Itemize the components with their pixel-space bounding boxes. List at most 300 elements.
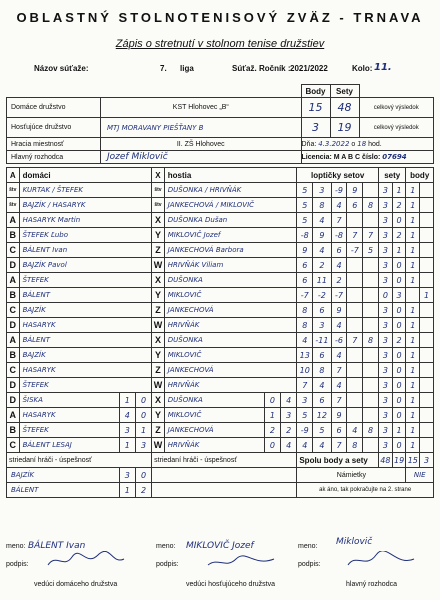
set-score: 6 (313, 348, 332, 363)
points-guest (420, 423, 434, 438)
home-player-name: BÁLENT (19, 288, 152, 303)
points-home: 1 (406, 363, 420, 378)
home-player-name: ŠTEFEK Ľubo (19, 228, 152, 243)
home-player-code: C (7, 438, 20, 453)
guest-player-name: JANKECHOVÁ Barbora (164, 243, 297, 258)
sets-home: 3 (379, 348, 393, 363)
set-score: 7 (347, 333, 363, 348)
sets-home: 3 (379, 303, 393, 318)
total-sets-0: 48 (379, 453, 393, 468)
set-score (363, 213, 379, 228)
set-score: 3 (313, 318, 332, 333)
guest-substitute-empty (152, 468, 297, 483)
home-player-name: BÁLENT Ivan (19, 243, 152, 258)
home-points: 15 (301, 98, 330, 118)
points-guest (420, 378, 434, 393)
home-team-name: KST Hlohovec „B“ (101, 98, 302, 118)
set-score: -7 (331, 288, 347, 303)
points-home: 1 (406, 258, 420, 273)
substitute-wins: 1 (119, 483, 135, 498)
league-label: liga (180, 64, 194, 73)
sets-guest: 0 (392, 303, 406, 318)
set-score (347, 213, 363, 228)
set-score: 4 (347, 423, 363, 438)
home-player-name: BAJZÍK / HASARYK (19, 198, 152, 213)
guest-player-name: HRIVŇÁK (164, 378, 297, 393)
sets-guest: 0 (392, 393, 406, 408)
set-score: 5 (363, 243, 379, 258)
set-score (363, 303, 379, 318)
substitute-name: BAJZÍK (7, 468, 120, 483)
points-home: 1 (406, 303, 420, 318)
sets-column-label: Sety (330, 85, 359, 98)
set-score (347, 258, 363, 273)
guest-player-name: JANKECHOVÁ (164, 363, 297, 378)
set-score (347, 408, 363, 423)
set-score (363, 258, 379, 273)
home-sub-loss: 0 (135, 408, 151, 423)
guest-player-code: X (152, 273, 165, 288)
home-code-header: A (7, 168, 20, 183)
sets-home: 3 (379, 228, 393, 243)
home-player-name: ŠTEFEK (19, 378, 152, 393)
guest-sub-loss: 2 (281, 423, 297, 438)
home-player-code: B (7, 348, 20, 363)
date-value: 4.3.2022 (318, 140, 350, 148)
set-score: -6 (331, 333, 347, 348)
set-score: 8 (363, 198, 379, 213)
sets-guest: 1 (392, 183, 406, 198)
set-score: 4 (313, 243, 332, 258)
points-column-label: Body (301, 85, 330, 98)
guest-player-code: W (152, 318, 165, 333)
guest-player-name: JANKECHOVÁ (164, 303, 297, 318)
set-score: -7 (347, 243, 363, 258)
points-guest (420, 258, 434, 273)
set-score: 7 (297, 378, 313, 393)
match-row (7, 288, 434, 303)
guest-sub-win: 0 (264, 393, 280, 408)
total-sets-1: 19 (392, 453, 406, 468)
set-score: -9 (331, 183, 347, 198)
guest-player-code: X (152, 213, 165, 228)
home-player-code: A (7, 273, 20, 288)
sets-home: 0 (379, 288, 393, 303)
time-unit: hod. (368, 141, 382, 148)
association-title: OBLASTNÝ STOLNOTENISOVÝ ZVÄZ - TRNAVA (16, 10, 424, 25)
set-score: 7 (331, 213, 347, 228)
home-player-code: A (7, 408, 20, 423)
set-score: 4 (331, 318, 347, 333)
home-player-name: ŠTEFEK (19, 423, 119, 438)
guest-player-code: Z (152, 363, 165, 378)
set-score (363, 318, 379, 333)
set-score: 2 (331, 273, 347, 288)
guest-player-code: štv (152, 183, 165, 198)
home-player-code: A (7, 213, 20, 228)
guest-player-name: MIKLOVIČ (164, 348, 297, 363)
guest-player-name: DUŠONKA Dušan (164, 213, 297, 228)
guest-sub-loss: 4 (281, 438, 297, 453)
total-points-1: 3 (420, 453, 434, 468)
sets-home: 3 (379, 363, 393, 378)
match-row (7, 303, 434, 318)
guest-sub-loss: 4 (281, 393, 297, 408)
points-home: 1 (406, 243, 420, 258)
home-sub-win: 1 (119, 393, 135, 408)
sets-home: 3 (379, 438, 393, 453)
guest-team-label: Hosťujúce družstvo (7, 118, 101, 138)
points-home: 1 (406, 213, 420, 228)
set-score: 9 (297, 243, 313, 258)
set-score (347, 393, 363, 408)
sets-guest: 0 (392, 258, 406, 273)
set-score (363, 363, 379, 378)
total-points-0: 15 (406, 453, 420, 468)
set-score (347, 273, 363, 288)
guest-sub-win: 0 (264, 438, 280, 453)
home-player-name: ŠTEFEK (19, 273, 152, 288)
points-guest: 1 (420, 288, 434, 303)
subs-label-guest: striedaní hráči - úspešnosť (152, 453, 297, 468)
set-score: 9 (331, 408, 347, 423)
guest-sub-win: 1 (264, 408, 280, 423)
set-score: 4 (297, 438, 313, 453)
season-value: 2021/2022 (290, 64, 328, 73)
points-guest (420, 183, 434, 198)
match-row (7, 438, 434, 453)
home-player-code: C (7, 243, 20, 258)
guest-player-name: DUŠONKA (164, 393, 264, 408)
home-player-name: HASARYK (19, 318, 152, 333)
guest-player-name: MIKLOVIČ (164, 408, 264, 423)
sets-home: 3 (379, 318, 393, 333)
sets-home: 3 (379, 183, 393, 198)
guest-sub-win: 2 (264, 423, 280, 438)
guest-sets: 19 (330, 118, 359, 138)
guest-player-name: HRIVŇÁK (164, 318, 297, 333)
date-label: Dňa: (301, 141, 317, 148)
guest-player-name: MIKLOVIČ Jozef (164, 228, 297, 243)
set-score (347, 363, 363, 378)
set-score (347, 318, 363, 333)
set-score: 5 (297, 183, 313, 198)
match-row (7, 318, 434, 333)
points-home: 1 (406, 183, 420, 198)
set-score: 4 (313, 213, 332, 228)
points-guest (420, 318, 434, 333)
guest-name-label: meno: (156, 543, 176, 550)
match-row (7, 198, 434, 213)
set-score: 6 (313, 303, 332, 318)
guest-player-name: DUŠONKA / HRIVŇÁK (164, 183, 297, 198)
match-row (7, 363, 434, 378)
protest-value: NIE (406, 468, 434, 483)
points-home: 1 (406, 348, 420, 363)
home-player-name: BAJZÍK (19, 303, 152, 318)
guest-points: 3 (301, 118, 330, 138)
set-score: 9 (313, 228, 332, 243)
points-guest (420, 333, 434, 348)
match-row (7, 393, 434, 408)
substitute-losses: 2 (135, 483, 151, 498)
set-score: 4 (297, 333, 313, 348)
sets-guest: 0 (392, 363, 406, 378)
points-home (406, 288, 420, 303)
points-home: 1 (406, 318, 420, 333)
home-player-name: HASARYK Martin (19, 213, 152, 228)
guest-leader-name: MIKLOVIČ Jozef (186, 541, 254, 551)
time-value: 18 (357, 140, 367, 148)
set-score: 8 (297, 318, 313, 333)
match-row (7, 183, 434, 198)
home-sub-loss: 3 (135, 438, 151, 453)
guest-sign-label: podpis: (156, 561, 179, 568)
points-header: body (406, 168, 434, 183)
guest-player-code: Y (152, 408, 165, 423)
set-score: 9 (347, 183, 363, 198)
set-score (363, 378, 379, 393)
guest-sub-loss: 3 (281, 408, 297, 423)
protest-note: ak áno, tak pokračujte na 2. strane (297, 483, 434, 498)
sets-home: 3 (379, 273, 393, 288)
match-row (7, 408, 434, 423)
set-score: 7 (331, 438, 347, 453)
total-result-label-1: celkový výsledok (359, 98, 434, 118)
home-player-code: štv (7, 198, 20, 213)
set-score (347, 303, 363, 318)
round-value: 11. (374, 62, 392, 73)
guest-player-code: W (152, 438, 165, 453)
set-score: 2 (313, 258, 332, 273)
set-score: 4 (331, 258, 347, 273)
set-score: 7 (347, 228, 363, 243)
home-player-code: A (7, 333, 20, 348)
set-score: -11 (313, 333, 332, 348)
substitute-row (7, 468, 434, 483)
substitute-losses: 0 (135, 468, 151, 483)
set-score: 8 (313, 198, 332, 213)
points-home: 1 (406, 438, 420, 453)
sets-home: 3 (379, 198, 393, 213)
set-score (347, 288, 363, 303)
sets-home: 3 (379, 423, 393, 438)
guest-player-code: Z (152, 243, 165, 258)
guest-player-name: DUŠONKA (164, 333, 297, 348)
home-sign-label: podpis: (6, 561, 29, 568)
guest-player-code: Y (152, 348, 165, 363)
points-guest (420, 273, 434, 288)
set-score (347, 348, 363, 363)
sets-home: 3 (379, 243, 393, 258)
set-score: 6 (313, 393, 332, 408)
set-score (363, 183, 379, 198)
referee-signature-name: Miklovič (336, 537, 373, 547)
home-player-name: BAJZÍK (19, 348, 152, 363)
referee-label: Hlavný rozhodca (7, 151, 101, 164)
licence-number: 07694 (382, 153, 407, 161)
home-player-name: ŠISKA (19, 393, 119, 408)
sets-home: 3 (379, 213, 393, 228)
points-home: 1 (406, 228, 420, 243)
subs-label-home: striedaní hráči - úspešnosť (7, 453, 152, 468)
set-score: 12 (313, 408, 332, 423)
match-row (7, 273, 434, 288)
sets-guest: 0 (392, 273, 406, 288)
sets-home: 3 (379, 333, 393, 348)
guest-player-code: W (152, 378, 165, 393)
sets-home: 3 (379, 378, 393, 393)
guest-player-name: MIKLOVIČ (164, 288, 297, 303)
home-team-label: Domáce družstvo (7, 98, 101, 118)
sets-guest: 2 (392, 228, 406, 243)
set-score: 4 (313, 378, 332, 393)
home-signature (46, 551, 126, 571)
set-score: 8 (347, 438, 363, 453)
match-row (7, 228, 434, 243)
points-guest (420, 228, 434, 243)
match-row (7, 348, 434, 363)
score-header: loptičky setov (297, 168, 379, 183)
points-home: 1 (406, 378, 420, 393)
points-guest (420, 393, 434, 408)
protest-label: Námietky (297, 468, 406, 483)
set-score: 8 (363, 333, 379, 348)
points-home: 1 (406, 198, 420, 213)
set-score: 7 (363, 228, 379, 243)
points-home: 1 (406, 423, 420, 438)
set-score: 3 (297, 393, 313, 408)
match-row (7, 333, 434, 348)
guest-player-name: HRIVŇÁK Viliam (164, 258, 297, 273)
set-score: 11 (313, 273, 332, 288)
home-player-name: KURTAK / ŠTEFEK (19, 183, 152, 198)
ref-sign-label: podpis: (298, 561, 321, 568)
home-player-code: C (7, 303, 20, 318)
guest-player-name: DUŠONKA (164, 273, 297, 288)
points-guest (420, 408, 434, 423)
set-score: -2 (313, 288, 332, 303)
guest-player-name: JANKECHOVÁ (164, 423, 264, 438)
set-score: 6 (331, 423, 347, 438)
sets-guest: 1 (392, 423, 406, 438)
substitute-name: BÁLENT (7, 483, 120, 498)
guest-player-name: HRIVŇÁK (164, 438, 264, 453)
guest-player-code: Z (152, 423, 165, 438)
matches-table (6, 167, 434, 498)
report-subtitle: Zápis o stretnutí v stolnom tenise družstiev (115, 38, 325, 50)
points-guest (420, 438, 434, 453)
guest-signature (206, 553, 276, 571)
home-sub-loss: 1 (135, 423, 151, 438)
home-player-name: HASARYK (19, 363, 152, 378)
home-player-code: D (7, 318, 20, 333)
set-score: 4 (331, 378, 347, 393)
guest-team-name: MTJ MORAVANY PIEŠŤANY B (101, 118, 302, 138)
home-player-name: HASARYK (19, 408, 119, 423)
home-player-code: D (7, 378, 20, 393)
set-score: 5 (297, 408, 313, 423)
set-score: 6 (347, 198, 363, 213)
guest-player-code: štv (152, 198, 165, 213)
set-score: 10 (297, 363, 313, 378)
referee-name: Jozef Miklovič (101, 151, 302, 164)
sets-guest: 1 (392, 243, 406, 258)
sets-home: 3 (379, 393, 393, 408)
guest-substitute-empty (152, 483, 297, 498)
set-score: 13 (297, 348, 313, 363)
points-guest (420, 348, 434, 363)
set-score: -8 (297, 228, 313, 243)
set-score: 4 (331, 348, 347, 363)
set-score (363, 273, 379, 288)
sets-guest: 3 (392, 288, 406, 303)
home-player-code: D (7, 393, 20, 408)
set-score (347, 378, 363, 393)
home-player-code: C (7, 363, 20, 378)
sets-guest: 0 (392, 318, 406, 333)
sets-guest: 0 (392, 213, 406, 228)
home-sub-win: 4 (119, 408, 135, 423)
set-score: 8 (313, 363, 332, 378)
venue-value: II. ZŠ Hlohovec (101, 138, 302, 151)
guest-player-code: X (152, 333, 165, 348)
home-player-name: BÁLENT LESAJ (19, 438, 119, 453)
home-player-code: B (7, 423, 20, 438)
match-row (7, 423, 434, 438)
match-row (7, 213, 434, 228)
set-score: 6 (297, 273, 313, 288)
guest-player-name: JANKECHOVÁ / MIKLOVIČ (164, 198, 297, 213)
guest-player-code: X (152, 393, 165, 408)
points-guest (420, 213, 434, 228)
set-score: 4 (331, 198, 347, 213)
sets-guest: 2 (392, 333, 406, 348)
home-sub-win: 1 (119, 438, 135, 453)
home-leader-name: BÁLENT Ivan (28, 541, 86, 551)
sets-home: 3 (379, 258, 393, 273)
set-score: 5 (297, 198, 313, 213)
venue-label: Hracia miestnosť (7, 138, 101, 151)
points-guest (420, 243, 434, 258)
set-score: 7 (331, 363, 347, 378)
home-player-code: B (7, 288, 20, 303)
guest-code-header: X (152, 168, 165, 183)
guest-column-header: hostia (164, 168, 297, 183)
sets-header: sety (379, 168, 406, 183)
set-score: -8 (331, 228, 347, 243)
time-label: o (351, 141, 356, 148)
home-sets: 48 (330, 98, 359, 118)
sets-guest: 2 (392, 198, 406, 213)
home-name-label: meno: (6, 543, 26, 550)
sets-guest: 0 (392, 408, 406, 423)
points-home: 1 (406, 333, 420, 348)
points-guest (420, 198, 434, 213)
licence-label: Licencia: M A B C číslo: (301, 154, 381, 161)
home-sub-win: 3 (119, 423, 135, 438)
points-home: 1 (406, 273, 420, 288)
set-score (363, 438, 379, 453)
set-score: 5 (297, 213, 313, 228)
guest-player-code: Y (152, 288, 165, 303)
referee-signature (346, 551, 416, 571)
match-row (7, 378, 434, 393)
guest-player-code: Y (152, 228, 165, 243)
home-player-code: štv (7, 183, 20, 198)
ref-name-label: meno: (298, 543, 318, 550)
set-score: 3 (313, 183, 332, 198)
